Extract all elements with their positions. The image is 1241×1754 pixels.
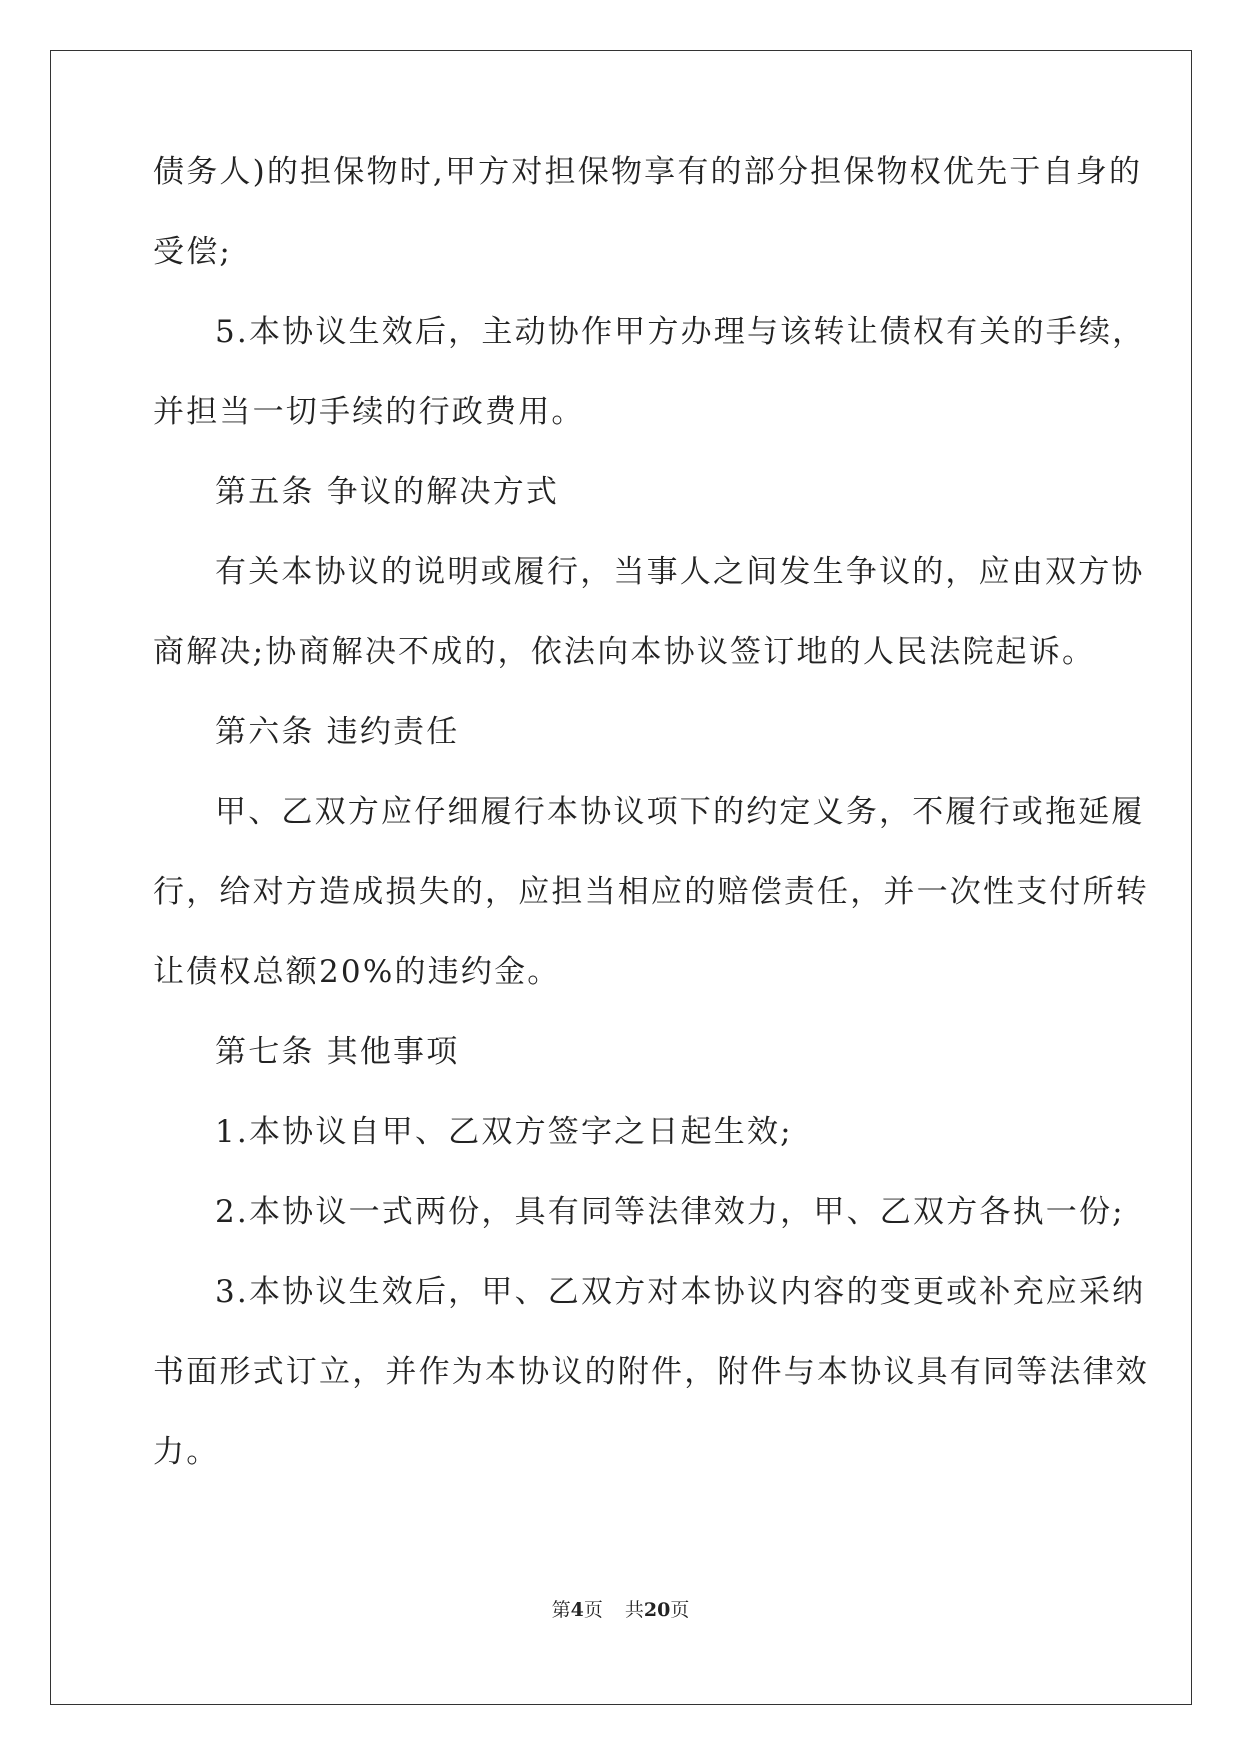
section-heading: 第五条 争议的解决方式 xyxy=(215,474,560,510)
total-pages: 20 xyxy=(643,1599,671,1621)
body-line: 行，给对方造成损失的，应担当相应的赔偿责任，并一次性支付所转 xyxy=(153,874,1149,910)
section-heading: 第七条 其他事项 xyxy=(215,1034,460,1070)
body-line: 力。 xyxy=(153,1434,220,1470)
body-line: 商解决;协商解决不成的，依法向本协议签订地的人民法院起诉。 xyxy=(153,634,1096,670)
total-suffix: 页 xyxy=(670,1599,690,1621)
page-prefix: 第 xyxy=(551,1599,571,1621)
paragraph-start: 5.本协议生效后，主动协作甲方办理与该转让债权有关的手续， xyxy=(215,314,1146,350)
body-line: 受偿; xyxy=(153,234,233,270)
list-item: 2.本协议一式两份，具有同等法律效力，甲、乙双方各执一份; xyxy=(215,1194,1125,1230)
total-prefix: 共 xyxy=(624,1599,644,1621)
body-line: 书面形式订立，并作为本协议的附件，附件与本协议具有同等法律效 xyxy=(153,1354,1149,1390)
current-page: 4 xyxy=(570,1599,584,1621)
list-item: 1.本协议自甲、乙双方签字之日起生效; xyxy=(215,1114,793,1150)
paragraph-start: 甲、乙双方应仔细履行本协议项下的约定义务，不履行或拖延履 xyxy=(215,794,1145,830)
page-suffix: 页 xyxy=(583,1599,603,1621)
body-line: 让债权总额20%的违约金。 xyxy=(153,954,561,990)
list-item: 3.本协议生效后，甲、乙双方对本协议内容的变更或补充应采纳 xyxy=(215,1274,1146,1310)
section-heading: 第六条 违约责任 xyxy=(215,714,460,750)
body-line: 并担当一切手续的行政费用。 xyxy=(153,394,585,430)
page-number xyxy=(0,1598,1241,1622)
body-line: 债务人)的担保物时,甲方对担保物享有的部分担保物权优先于自身的 xyxy=(153,154,1143,190)
paragraph-start: 有关本协议的说明或履行，当事人之间发生争议的，应由双方协 xyxy=(215,554,1145,590)
